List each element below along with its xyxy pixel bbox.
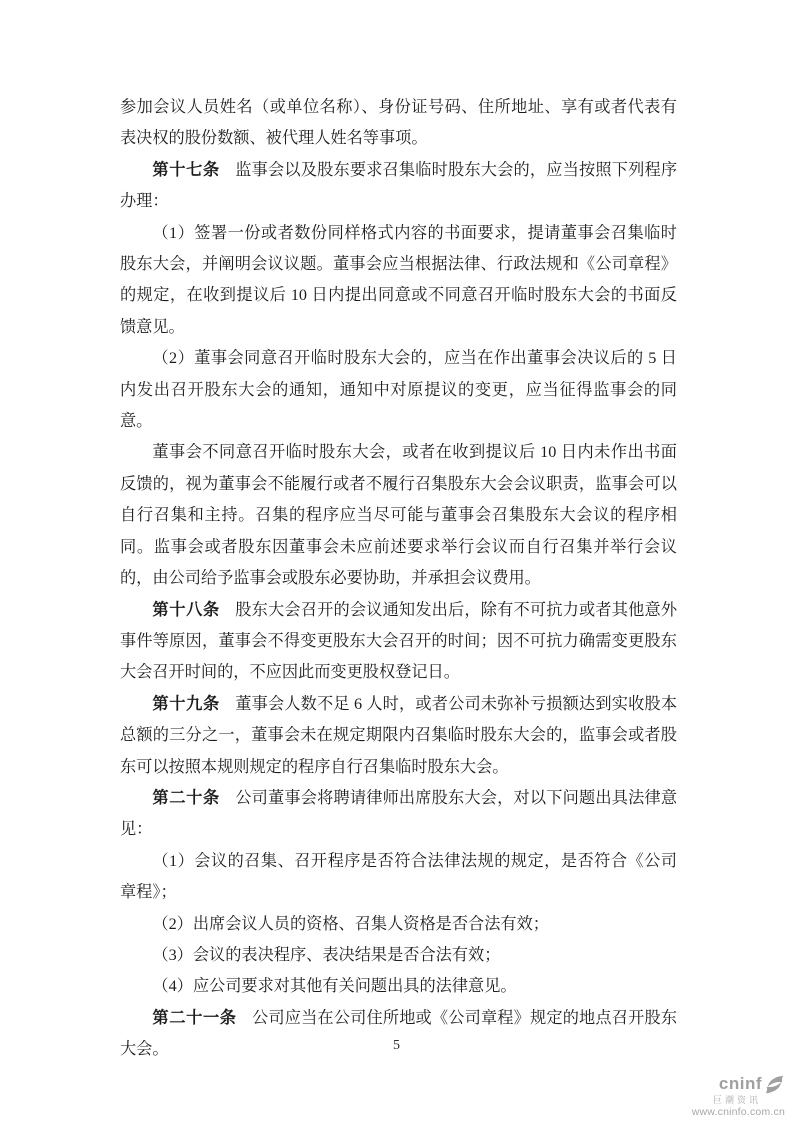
paragraph bbox=[120, 343, 677, 437]
paragraph-text: 董事会人数不足 6 人时，或者公司未弥补亏损额达到实收股本总额的三分之一，董事会未在规定期限内召集临时股东大会的，监事会或者股东可以按照本规则规定的程序自行召集临时股东大会。 bbox=[120, 694, 678, 776]
cninfo-brand-text: cninf bbox=[718, 1074, 762, 1094]
paragraph bbox=[120, 437, 677, 594]
paragraph-text: （2）董事会同意召开临时股东大会的，应当在作出董事会决议后的 5 日内发出召开股东大会的通知，通知中对原提议的变更，应当征得监事会的同意。 bbox=[120, 349, 677, 431]
paragraph-text: 董事会不同意召开临时股东大会，或者在收到提议后 10 日内未作出书面反馈的，视为董事会不能履行或者不履行召集股东大会会议职责，监事会可以自行召集和主持。召集的程序应当尽可能与董事会召集股东大会议的程序相同。监事会或者股东因董事会未应前述要求举行会议而自行召集并举行会议的，由公司给予监事会或股东必要协助，并承担会议费用。 bbox=[120, 443, 677, 588]
paragraph bbox=[120, 218, 677, 344]
article-paragraph bbox=[120, 595, 677, 689]
page-number: 5 bbox=[393, 1038, 400, 1053]
paragraph-text: （1）签署一份或者数份同样格式内容的书面要求，提请董事会召集临时股东大会，并阐明会议议题。董事会应当根据法律、行政法规和《公司章程》的规定，在收到提议后 10 日内提出同意或不同意召开临时股东大会的书面反馈意见。 bbox=[120, 223, 677, 336]
paragraph bbox=[120, 940, 677, 971]
cninfo-watermark bbox=[692, 1074, 785, 1118]
paragraph-text: 参加会议人员姓名（或单位名称）、身份证号码、住所地址、享有或者代表有表决权的股份数额、被代理人姓名等事项。 bbox=[120, 98, 677, 148]
article-paragraph bbox=[120, 783, 677, 846]
paragraph-text: （2）出席会议人员的资格、召集人资格是否合法有效； bbox=[152, 914, 549, 933]
article-paragraph bbox=[120, 155, 677, 218]
paragraph bbox=[120, 971, 677, 1002]
paragraph-text: （4）应公司要求对其他有关问题出具的法律意见。 bbox=[152, 977, 517, 996]
paragraph bbox=[120, 92, 677, 155]
document-body bbox=[120, 92, 677, 1066]
article-number: 第十八条 bbox=[152, 600, 220, 619]
article-number: 第十九条 bbox=[152, 694, 220, 713]
cninfo-swirl-icon bbox=[764, 1074, 785, 1095]
paragraph-text: 公司应当在公司住所地或《公司章程》规定的地点召开股东大会。 bbox=[120, 1008, 678, 1059]
cninfo-logo-row bbox=[692, 1074, 785, 1095]
paragraph bbox=[120, 846, 677, 909]
paragraph-text: 监事会以及股东要求召集临时股东大会的，应当按照下列程序办理： bbox=[120, 160, 678, 211]
article-number: 第二十一条 bbox=[152, 1008, 237, 1027]
article-paragraph bbox=[120, 1003, 677, 1066]
cninfo-chinese-name: 巨潮资讯 bbox=[712, 1095, 761, 1105]
paragraph-text: （3）会议的表决程序、表决结果是否合法有效； bbox=[152, 945, 501, 964]
article-number: 第二十条 bbox=[152, 788, 220, 807]
paragraph-text: 公司董事会将聘请律师出席股东大会，对以下问题出具法律意见： bbox=[120, 788, 678, 839]
article-number: 第十七条 bbox=[152, 160, 220, 179]
paragraph bbox=[120, 909, 677, 940]
cninfo-url: www.cninfo.com.cn bbox=[691, 1105, 785, 1118]
paragraph-text: 股东大会召开的会议通知发出后，除有不可抗力或者其他意外事件等原因，董事会不得变更股东大会召开的时间；因不可抗力确需变更股东大会召开时间的，不应因此而变更股权登记日。 bbox=[120, 600, 678, 682]
article-paragraph bbox=[120, 689, 677, 783]
paragraph-text: （1）会议的召集、召开程序是否符合法律法规的规定，是否符合《公司章程》； bbox=[120, 851, 677, 902]
